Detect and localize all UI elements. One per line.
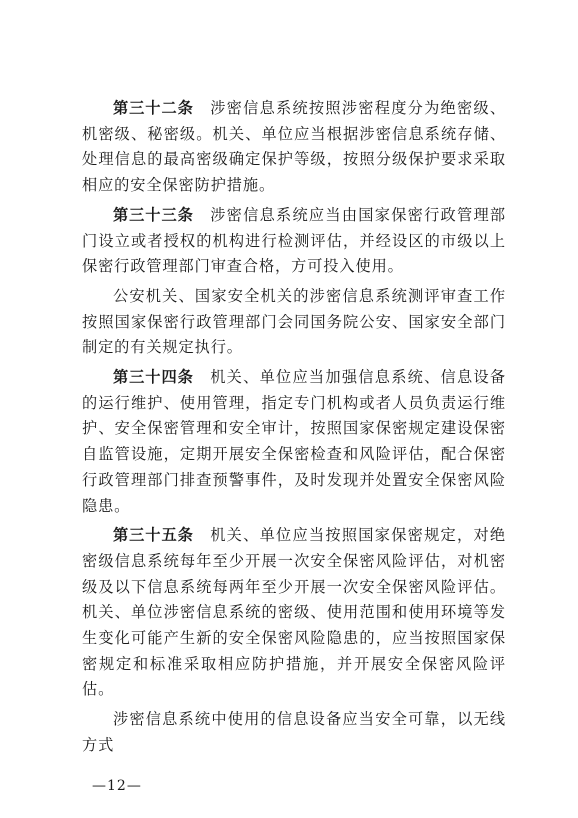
paragraph-text: 公安机关、国家安全机关的涉密信息系统测评审查工作按照国家保密行政管理部门会同国务院公安、国家安全部门制定的有关规定执行。: [82, 286, 506, 357]
article-35-sub-paragraph: [82, 707, 506, 758]
article-heading: 第三十五条: [113, 526, 194, 545]
article-heading: 第三十二条: [113, 99, 194, 117]
article-35-paragraph: [82, 523, 506, 703]
paragraph-text: 涉密信息系统中使用的信息设备应当安全可靠，以无线方式: [82, 710, 506, 754]
article-text: 涉密信息系统按照涉密程度分为绝密级、机密级、秘密级。机关、单位应当根据涉密信息系统存储、处理信息的最高密级确定保护等级，按照分级保护要求采取相应的安全保密防护措施。: [82, 99, 506, 195]
article-text: 涉密信息系统应当由国家保密行政管理部门设立或者授权的机构进行检测评估，并经设区的市级以上保密行政管理部门审查合格，方可投入使用。: [82, 205, 506, 276]
article-heading: 第三十四条: [113, 368, 194, 387]
article-heading: 第三十三条: [113, 205, 194, 224]
article-33-sub-paragraph: [82, 284, 506, 361]
article-34-paragraph: [82, 365, 506, 519]
article-33-paragraph: [82, 203, 506, 280]
article-text: 机关、单位应当按照国家保密规定，对绝密级信息系统每年至少开展一次安全保密风险评估，对机密级及以下信息系统每两年至少开展一次安全保密风险评估。机关、单位涉密信息系统的密级、使用范围和使用环境等发生变化可能产生新的安全保密风险隐患的，应当按照国家保密规定和标准采取相应防护措施，并开展安全保密风险评估。: [82, 526, 506, 699]
article-text: 机关、单位应当加强信息系统、信息设备的运行维护、使用管理，指定专门机构或者人员负责运行维护、安全保密管理和安全审计，按照国家保密规定建设保密自监管设施，定期开展安全保密检查和风险评估，配合保密行政管理部门排查预警事件，及时发现并处置安全保密风险隐患。: [82, 368, 506, 515]
document-body: [82, 96, 506, 763]
article-32-paragraph: [82, 96, 506, 199]
page-number: —12—: [92, 778, 142, 794]
